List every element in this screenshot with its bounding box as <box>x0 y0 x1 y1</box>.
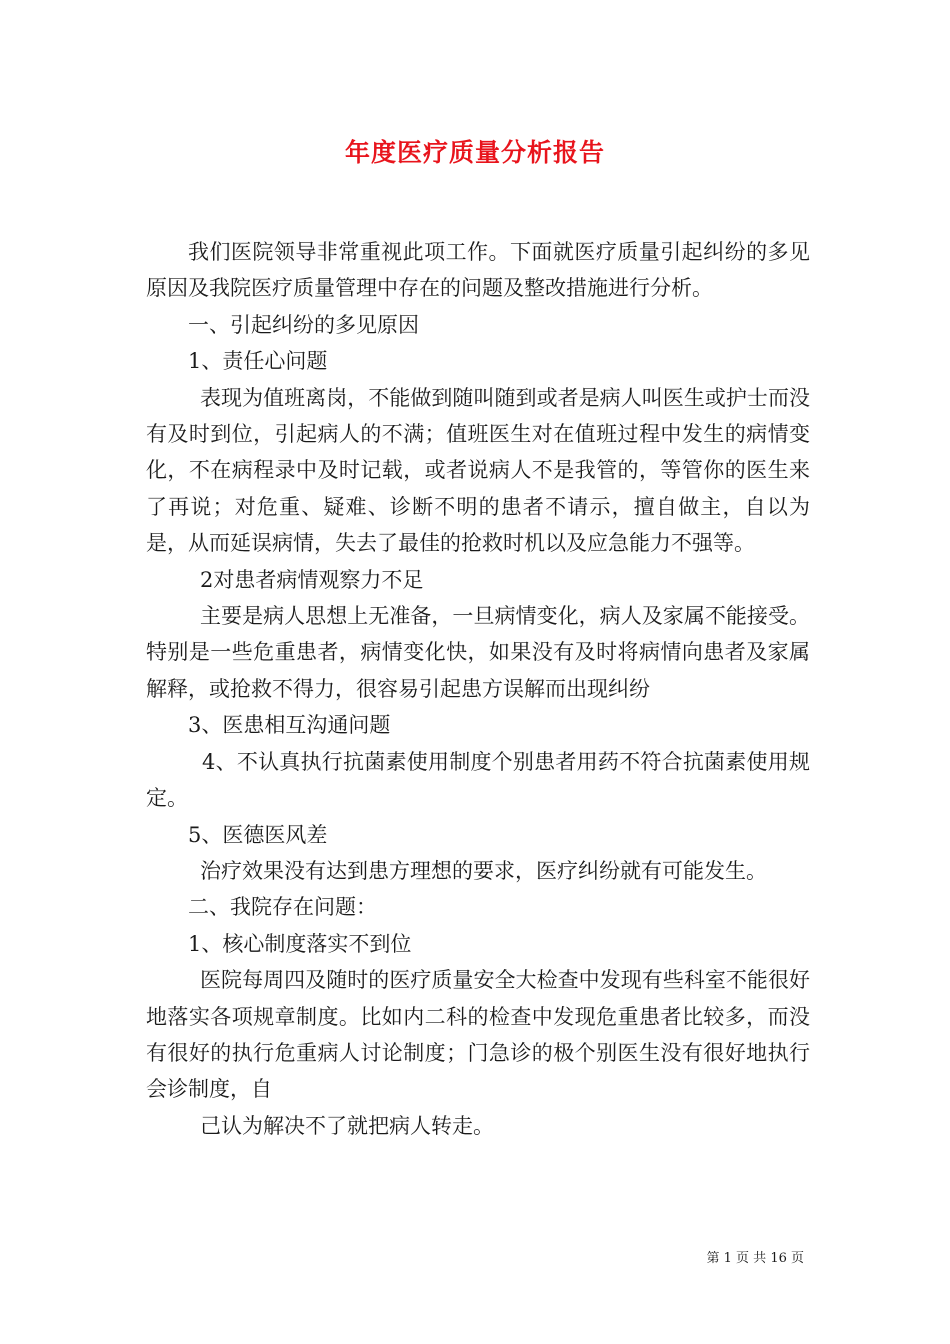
paragraph-item-5: 治疗效果没有达到患方理想的要求，医疗纠纷就有可能发生。 <box>200 858 767 883</box>
heading-section-1: 一、引起纠纷的多见原因 <box>188 312 419 337</box>
heading-item-2: 2对患者病情观察力不足 <box>200 567 424 592</box>
heading-item-5: 5、医德医风差 <box>188 822 328 847</box>
paragraph-item-2: 主要是病人思想上无准备，一旦病情变化，病人及家属不能接受。特别是一些危重患者，病情变化快，如果没有及时将病情向患者及家属解释，或抢救不得力，很容易引起患方误解而出现纠纷 <box>146 604 810 701</box>
paragraph-item-1: 表现为值班离岗，不能做到随叫随到或者是病人叫医生或护士而没有及时到位，引起病人的不满；值班医生对在值班过程中发生的病情变化，不在病程录中及时记载，或者说病人不是我管的，等管你的医生来了再说；对危重、疑难、诊断不明的患者不请示，擅自做主，自以为是，从而延误病情，失去了最佳的抢救时机以及应急能力不强等。 <box>146 385 810 556</box>
document-title: 年度医疗质量分析报告 <box>344 138 605 167</box>
heading-problem-1: 1、核心制度落实不到位 <box>188 931 412 956</box>
heading-item-3: 3、医患相互沟通问题 <box>188 713 391 738</box>
document-body <box>146 234 810 1144</box>
heading-section-2: 二、我院存在问题： <box>188 895 377 920</box>
paragraph-intro: 我们医院领导非常重视此项工作。下面就医疗质量引起纠纷的多见原因及我院医疗质量管理中存在的问题及整改措施进行分析。 <box>146 240 810 301</box>
heading-item-1: 1、责任心问题 <box>188 349 328 374</box>
paragraph-problem-1-cont: 己认为解决不了就把病人转走。 <box>200 1113 494 1138</box>
page-number: 第 1 页 共 16 页 <box>706 1251 804 1266</box>
paragraph-item-4: 4、不认真执行抗菌素使用制度个别患者用药不符合抗菌素使用规定。 <box>146 749 810 811</box>
paragraph-problem-1: 医院每周四及随时的医疗质量安全大检查中发现有些科室不能很好地落实各项规章制度。比如内二科的检查中发现危重患者比较多，而没有很好的执行危重病人讨论制度；门急诊的极个别医生没有很好地执行会诊制度，自 <box>146 968 810 1102</box>
